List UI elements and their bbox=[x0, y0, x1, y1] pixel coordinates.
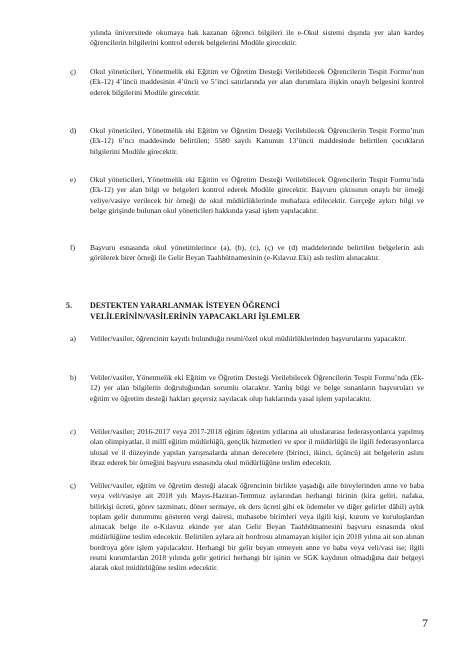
list-marker: ç) bbox=[70, 481, 76, 490]
list-item-text: Okul yöneticileri, Yönetmelik eki Eğitim ve Öğretim Desteği Verilebilecek Öğrencilerin Tespit Formu’nda (Ek-12) yer alan bilgi ve belgeleri kontrol ederek Modüle girecektir. Başvuru çıktısının onaylı bir örneği veliye/vasiye verilecek bir örneği de okul müdürlüklerinde muhafaza edilecektir. Gerçeğe aykırı bilgi ve belge girişinde bulunan okul yöneticileri hakkında yasal işlem yapılacaktır. bbox=[90, 175, 424, 215]
list-item-text: Başvuru esnasında okul yönetimlerince (a), (b), (c), (ç) ve (d) maddelerinde belirtilen belgelerin aslı görülerek birer örneği ile Gelir Beyan Taahhütnamesinin (e-Kılavuz Eki) aslı teslim alınacaktır. bbox=[90, 243, 424, 263]
list-item-text: Veliler/vasiler, öğrencinin kayıtlı bulunduğu resmi/özel okul müdürlüklerinden başvurularını yapacaktır. bbox=[90, 334, 407, 343]
list-item-text: Veliler/vasiler, Yönetmelik eki Eğitim ve Öğretim Desteği Verilebilecek Öğrencilerin Tespit Formu’nda (Ek-12) yer alan bilgilerin doğruluğundan sorumlu olacaktır. Yanlış bilgi ve belge sunanların başvuruları ve eğitim ve öğretim desteği hakları geçersiz sayılacak olup haklarında yasal işlem yapılacaktır. bbox=[90, 373, 424, 403]
list-item-text: Veliler/vasiler; 2016-2017 veya 2017-2018 eğitim öğretim yıllarına ait uluslararası federasyonlarca yapılmış olan olimpiyatlar, il millî eğitim müdürlüğü, gençlik hizmetleri ve spor il müdürlüğü ile ilgili federasyonlarca ulusal ve il düzeyinde yapılan yarışmalarda alınan derecelere (birinci, ikinci, üçüncü) ait belgelerin aslını ibraz ederek bir örneğini başvuru esnasında okul müdürlüğüne teslim edecektir. bbox=[90, 427, 424, 467]
list-marker: b) bbox=[70, 373, 77, 382]
list-item-text: Okul yöneticileri, Yönetmelik eki Eğitim ve Öğretim Desteği Verilebilecek Öğrencilerin Tespit Formu’nun (Ek-12) 4’üncü maddesinin 4’üncü ve 5’inci satırlarında yer alan durumlara ilişkin onaylı belgesini kontrol ederek bilgilerini Modüle girecektir. bbox=[90, 67, 424, 97]
list-marker: d) bbox=[70, 126, 77, 135]
list-marker: e) bbox=[70, 175, 76, 184]
section-heading-line-2: VELİLERİNİN/VASİLERİNİN YAPACAKLARI İŞLEMLER bbox=[90, 312, 301, 321]
list-marker: f) bbox=[70, 243, 76, 252]
list-item-text: Veliler/vasiler, eğitim ve öğretim desteği alacak öğrencinin birlikte yaşadığı aile bireylerinden anne ve baba veya veli/vasiye ait 2018 yılı Mayıs-Haziran-Temmuz aylarından herhangi birinin (kira geliri, nafaka, bilirkişi ücreti, görev tazminatı, döner sermaye, ek ders ücreti gibi ek ödemeler ve diğer gelirler dâhil) aylık toplam gelir durumunu gösteren vergi dairesi, muhasebe birimleri veya ilgili kişi, kurum ve kuruluşlardan alınacak belge ile e-Kılavuz ekinde yer alan Gelir Beyan Taahhütnamesini başvuru esnasında okul müdürlüğüne teslim edecektir. Belirtilen aylara ait bordrosu alınamayan kişiler için 2018 yılına ait son alınan bordroya göre işlem yapılacaktır. Herhangi bir gelir beyan etmeyen anne ve baba veya veli/vasi ise; ilgili resmi kurumlardan 2018 yılında gelir getirici herhangi bir işinin ve SGK kaydının olmadığına dair belgeyi alarak okul müdürlüğüne teslim edecektir. bbox=[90, 481, 424, 573]
page-number: 7 bbox=[422, 616, 428, 630]
list-marker: ç) bbox=[70, 67, 76, 76]
list-marker: a) bbox=[70, 334, 76, 343]
continuation-paragraph: yılında üniversitede okumaya hak kazanan öğrenci bilgileri ile e-Okul sistemi dışında yer alan kardeş öğrencilerin bilgilerini kontrol ederek belgelerini Modüle girecektir. bbox=[90, 28, 424, 48]
section-number: 5. bbox=[66, 301, 72, 310]
section-heading-line-1: DESTEKTEN YARARLANMAK İSTEYEN ÖĞRENCİ bbox=[90, 301, 280, 310]
list-item-text: Okul yöneticileri, Yönetmelik eki Eğitim ve Öğretim Desteği Verilebilecek Öğrencilerin Tespit Formu’nun (Ek-12) 6’ncı maddesinde belirtilen; 5580 sayılı Kanunun 13’üncü maddesinde belirtilen çocukların bilgilerini Modüle girecektir. bbox=[90, 126, 424, 156]
list-marker: c) bbox=[70, 427, 76, 436]
